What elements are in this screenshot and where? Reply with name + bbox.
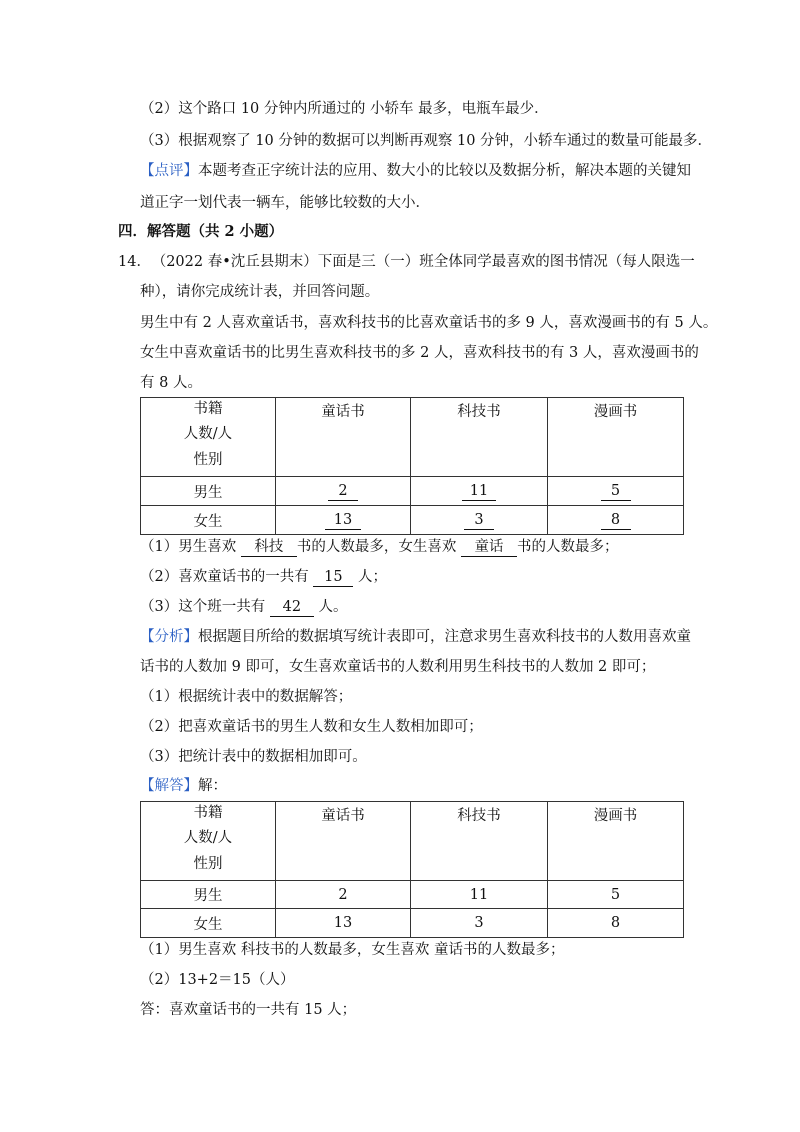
- column-header: 漫画书: [548, 398, 684, 477]
- row-label: 女生: [141, 909, 276, 938]
- solution-result-1: （1）男生喜欢 科技书的人数最多，女生喜欢 童话书的人数最多；: [140, 942, 565, 958]
- answer-line-2: （2）这个路口 10 分钟内所通过的 小轿车 最多，电瓶车最少．: [140, 101, 549, 117]
- blank-value: 5: [601, 482, 631, 501]
- blank-answer: 科技: [241, 538, 297, 557]
- table-row: [141, 477, 684, 506]
- question-number: 14．: [118, 254, 151, 270]
- section-title: 四．解答题（共 2 小题）: [118, 223, 284, 240]
- diagonal-header-cell: 书籍 人数/人 性别: [141, 398, 276, 477]
- sub-question-2: （2）喜欢童话书的一共有 15 人；: [140, 569, 387, 585]
- table-row: [141, 881, 684, 909]
- table-row: [141, 909, 684, 938]
- diagonal-header-cell: 书籍 人数/人 性别: [141, 802, 276, 881]
- table-cell: 5: [548, 881, 684, 909]
- table-cell: 8: [548, 909, 684, 938]
- solution-result-2: （2）13+2＝15（人）: [140, 972, 295, 988]
- row-label: 男生: [141, 881, 276, 909]
- table-cell: 2: [276, 881, 411, 909]
- stats-table-solution: [140, 801, 684, 938]
- column-header: 漫画书: [548, 802, 684, 881]
- column-header: 童话书: [276, 398, 411, 477]
- girls-condition-2: 有 8 人。: [140, 375, 202, 391]
- sub-question-3: （3）这个班一共有 42 人。: [140, 599, 348, 615]
- analysis-step-1: （1）根据统计表中的数据解答；: [140, 689, 353, 705]
- blank-answer: 童话: [461, 538, 517, 557]
- review-line-1: 【点评】本题考查正字统计法的应用、数大小的比较以及数据分析，解决本题的关键知: [140, 163, 691, 179]
- fill-answer: 小轿车: [370, 101, 414, 117]
- analysis-tag: 【分析】: [140, 629, 198, 645]
- review-tag: 【点评】: [140, 163, 198, 179]
- analysis-line-1: 【分析】根据题目所给的数据填写统计表即可，注意求男生喜欢科技书的人数用喜欢童: [140, 629, 691, 645]
- stats-table-filled: [140, 397, 684, 535]
- boys-condition: 男生中有 2 人喜欢童话书，喜欢科技书的比喜欢童话书的多 9 人，喜欢漫画书的有 5 人。: [140, 315, 718, 331]
- table-cell: 11: [411, 881, 548, 909]
- blank-value: 13: [325, 511, 361, 530]
- row-label: 男生: [141, 477, 276, 506]
- blank-value: 11: [462, 482, 496, 501]
- analysis-line-2: 话书的人数加 9 即可，女生喜欢童话书的人数利用男生科技书的人数加 2 即可；: [140, 659, 656, 675]
- table-row: [141, 506, 684, 535]
- blank-answer: 42: [270, 598, 314, 617]
- blank-answer: 15: [313, 568, 353, 587]
- sub-question-1: （1）男生喜欢 科技 书的人数最多，女生喜欢 童话 书的人数最多；: [140, 539, 619, 555]
- solution-result-3: 答：喜欢童话书的一共有 15 人；: [140, 1002, 357, 1018]
- blank-value: 3: [464, 511, 494, 530]
- table-cell: 13: [276, 909, 411, 938]
- analysis-step-3: （3）把统计表中的数据相加即可。: [140, 749, 367, 765]
- blank-value: 2: [328, 482, 358, 501]
- solution-line: 【解答】解：: [140, 778, 227, 794]
- girls-condition-1: 女生中喜欢童话书的比男生喜欢科技书的多 2 人，喜欢科技书的有 3 人，喜欢漫画书的: [140, 345, 699, 361]
- column-header: 科技书: [411, 398, 548, 477]
- column-header: 童话书: [276, 802, 411, 881]
- column-header: 科技书: [411, 802, 548, 881]
- question-intro-1: 14． （2022 春•沈丘县期末）下面是三（一）班全体同学最喜欢的图书情况（每人限选一: [118, 254, 695, 270]
- blank-value: 8: [601, 511, 631, 530]
- analysis-step-2: （2）把喜欢童话书的男生人数和女生人数相加即可；: [140, 719, 483, 735]
- table-cell: 3: [411, 909, 548, 938]
- row-label: 女生: [141, 506, 276, 535]
- solution-tag: 【解答】: [140, 778, 198, 794]
- review-line-2: 道正字一划代表一辆车，能够比较数的大小．: [140, 195, 430, 211]
- answer-line-3: （3）根据观察了 10 分钟的数据可以判断再观察 10 分钟，小轿车通过的数量可能最多．: [140, 133, 713, 149]
- question-intro-2: 种），请你完成统计表，并回答问题。: [140, 284, 380, 300]
